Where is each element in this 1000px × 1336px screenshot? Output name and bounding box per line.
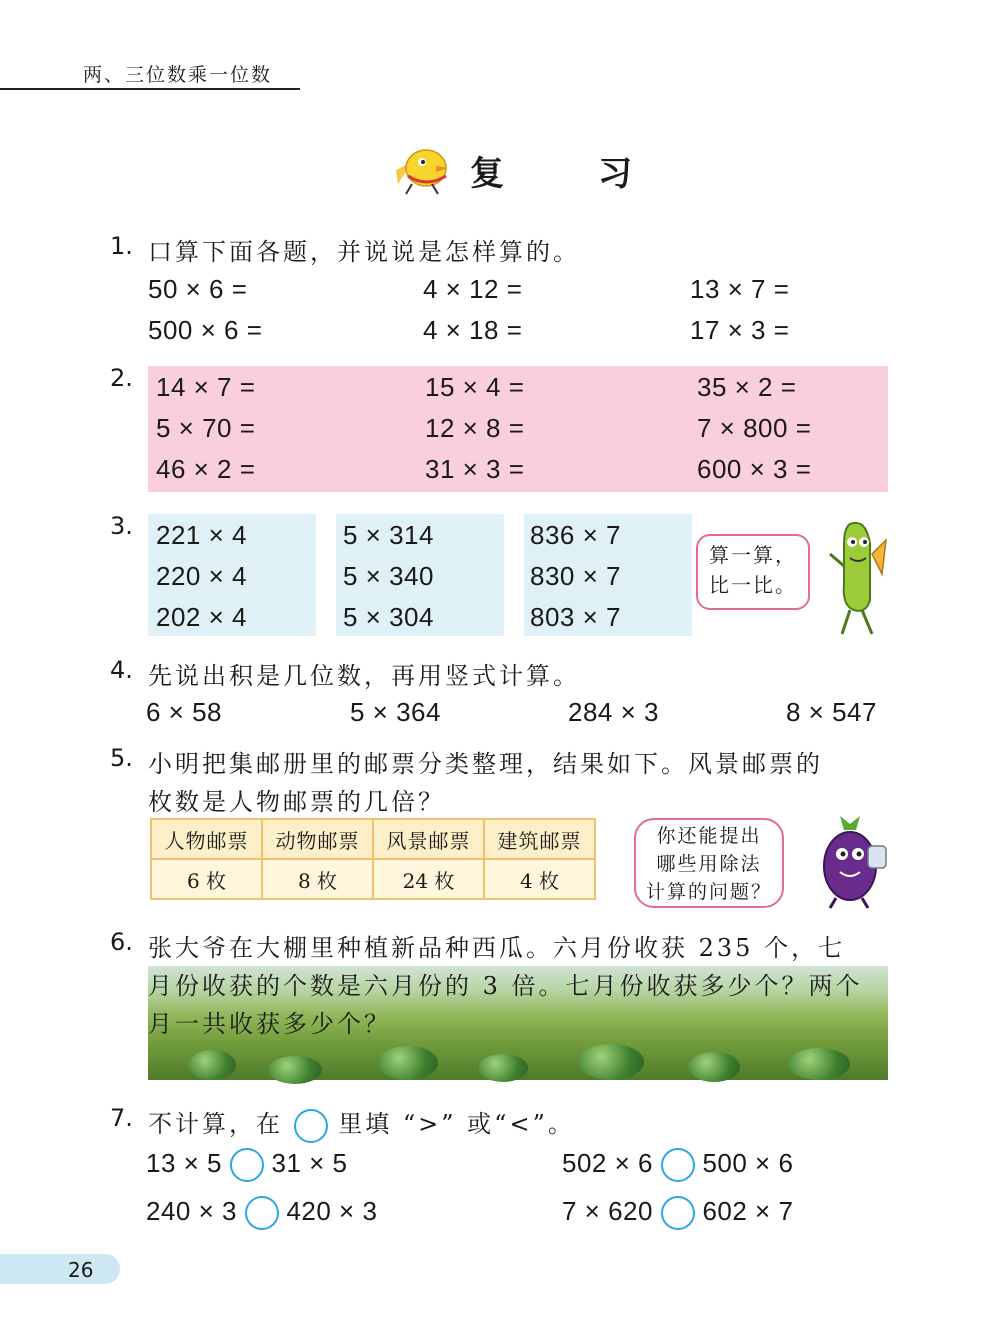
question-number: 7.: [110, 1104, 133, 1132]
chick-mascot-icon: [392, 140, 454, 196]
question-text: 张大爷在大棚里种植新品种西瓜。六月份收获 235 个，七: [148, 934, 846, 962]
expression: 17 × 3 =: [690, 315, 790, 345]
expression: 420 × 3: [286, 1196, 378, 1226]
question-text: 小明把集邮册里的邮票分类整理，结果如下。风景邮票的: [148, 750, 823, 778]
expression: 836 × 7: [530, 520, 621, 550]
expression: 5 × 314: [343, 520, 434, 550]
expression: 602 × 7: [702, 1196, 794, 1226]
cucumber-mascot-icon: [820, 514, 894, 638]
expression: 500 × 6 =: [148, 315, 263, 345]
answer-circle[interactable]: [245, 1196, 279, 1230]
comparison-row: [146, 1148, 348, 1182]
expression: 830 × 7: [530, 561, 621, 591]
table-cell: 4 枚: [484, 859, 595, 899]
expression: 5 × 70 =: [156, 413, 256, 443]
bubble-text: 比一比。: [709, 573, 797, 597]
expression: 31 × 5: [271, 1148, 348, 1178]
expression: 284 × 3: [568, 697, 659, 727]
question-prompt: 口算下面各题，并说说是怎样算的。: [148, 238, 580, 266]
expression: 6 × 58: [146, 697, 223, 727]
table-cell: 6 枚: [151, 859, 262, 899]
speech-bubble: [696, 534, 810, 610]
table-header-cell: 风景邮票: [373, 819, 484, 859]
bubble-text: 你还能提出: [656, 825, 762, 847]
expression: 500 × 6: [702, 1148, 794, 1178]
table-header-cell: 动物邮票: [262, 819, 373, 859]
expression: 4 × 18 =: [423, 315, 523, 345]
question-number: 1.: [110, 232, 133, 260]
expression: 31 × 3 =: [425, 454, 525, 484]
question-prompt: 先说出积是几位数，再用竖式计算。: [148, 662, 580, 690]
question-text: 月份收获的个数是六月份的 3 倍。七月份收获多少个？两个: [148, 972, 863, 1000]
page-number-tab: [0, 1254, 120, 1284]
question-text: 枚数是人物邮票的几倍？: [148, 788, 445, 816]
expression: 221 × 4: [156, 520, 247, 550]
bubble-text: 计算的问题？: [645, 881, 772, 903]
expression: 502 × 6: [562, 1148, 653, 1178]
table-header-cell: 建筑邮票: [484, 819, 595, 859]
expression: 220 × 4: [156, 561, 247, 591]
expression: 240 × 3: [146, 1196, 237, 1226]
question-prompt: [148, 1104, 575, 1143]
expression: 803 × 7: [530, 602, 621, 632]
expression: 12 × 8 =: [425, 413, 525, 443]
expression: 15 × 4 =: [425, 372, 525, 402]
bubble-text: 算一算，: [709, 543, 797, 567]
stamp-table: [150, 818, 596, 900]
expression: 13 × 5: [146, 1148, 223, 1178]
question-text: 月一共收获多少个？: [148, 1010, 391, 1038]
chapter-title: 两、三位数乘一位数: [83, 64, 273, 86]
expression: 35 × 2 =: [697, 372, 797, 402]
section-title: 复 习: [470, 154, 662, 194]
expression: 5 × 304: [343, 602, 434, 632]
comparison-row: [146, 1196, 377, 1230]
question-number: 4.: [110, 656, 133, 684]
question-number: 2.: [110, 364, 133, 392]
expression: 202 × 4: [156, 602, 247, 632]
expression: 600 × 3 =: [697, 454, 812, 484]
expression: 7 × 620: [562, 1196, 653, 1226]
blank-circle-icon: [294, 1109, 328, 1143]
expression: 7 × 800 =: [697, 413, 812, 443]
expression: 50 × 6 =: [148, 274, 248, 304]
expression: 46 × 2 =: [156, 454, 256, 484]
expression: 4 × 12 =: [423, 274, 523, 304]
header-rule: [0, 88, 300, 90]
prompt-text: 里填 “>” 或“<”。: [338, 1110, 575, 1138]
speech-bubble: [634, 818, 784, 908]
comparison-row: [562, 1196, 793, 1230]
table-cell: 8 枚: [262, 859, 373, 899]
answer-circle[interactable]: [230, 1148, 264, 1182]
expression: 14 × 7 =: [156, 372, 256, 402]
bubble-text: 哪些用除法: [656, 853, 762, 875]
question-number: 6.: [110, 928, 133, 956]
question-number: 5.: [110, 744, 133, 772]
table-header-cell: 人物邮票: [151, 819, 262, 859]
answer-circle[interactable]: [661, 1148, 695, 1182]
answer-circle[interactable]: [661, 1196, 695, 1230]
expression: 5 × 340: [343, 561, 434, 591]
page-number: 26: [68, 1258, 94, 1282]
prompt-text: 不计算，在: [148, 1110, 283, 1138]
expression: 13 × 7 =: [690, 274, 790, 304]
question-number: 3.: [110, 512, 133, 540]
eggplant-mascot-icon: [806, 810, 892, 910]
expression: 5 × 364: [350, 697, 441, 727]
table-cell: 24 枚: [373, 859, 484, 899]
expression: 8 × 547: [786, 697, 877, 727]
comparison-row: [562, 1148, 793, 1182]
